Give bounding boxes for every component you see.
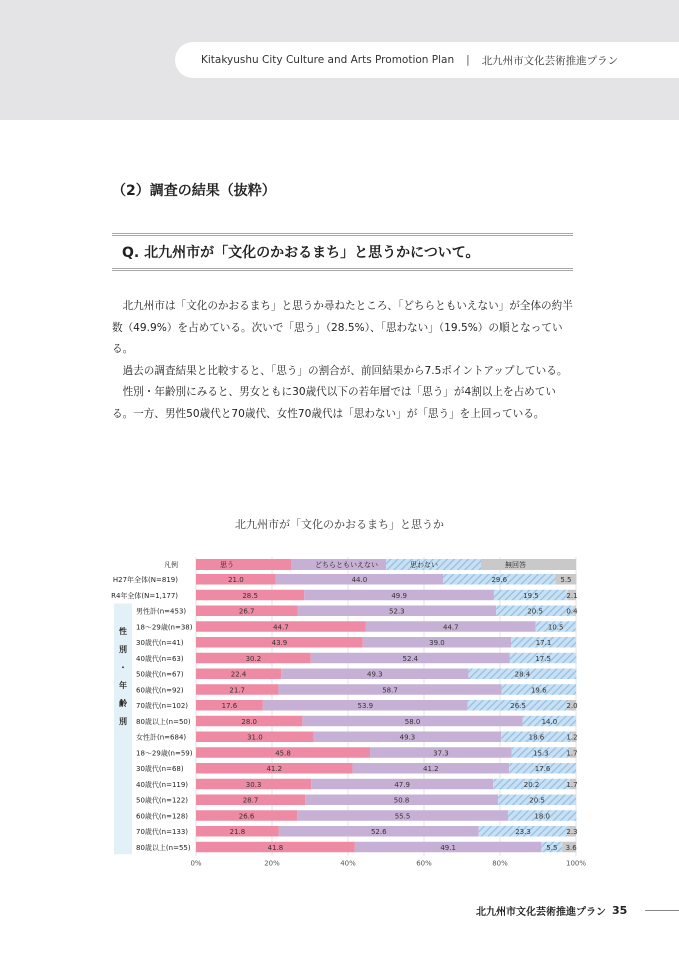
paragraph: 過去の調査結果と比較すると、「思う」の割合が、前回結果から7.5ポイントアップしている。 bbox=[122, 364, 568, 377]
data-label: 49.1 bbox=[440, 843, 456, 852]
paragraph: 北九州市は「文化のかおるまち」と思うか尋ねたところ、「どちらともいえない」が全体の約半数（49.9%）を占めている。次いで「思う」（28.5%）、「思わない」（19.5%）の順となっている。 bbox=[112, 300, 573, 356]
data-label: 2.0 bbox=[566, 702, 578, 710]
category-label: 18～29歳(n=38) bbox=[136, 623, 193, 632]
legend-entry: 無回答 bbox=[505, 561, 526, 569]
data-label: 21.7 bbox=[229, 686, 246, 695]
category-label: 80歳以上(n=55) bbox=[136, 843, 191, 852]
data-label: 44.0 bbox=[351, 576, 368, 584]
data-label: 17.1 bbox=[535, 639, 552, 647]
data-label: 28.5 bbox=[242, 591, 258, 600]
data-label: 26.7 bbox=[238, 607, 255, 616]
category-label: 70歳代(n=102) bbox=[136, 702, 189, 710]
category-label: R4年全体(N=1,177) bbox=[111, 591, 178, 600]
data-label: 21.8 bbox=[229, 828, 246, 836]
legend-entry: 思う bbox=[220, 561, 234, 569]
body-text bbox=[112, 296, 577, 426]
category-label: 60歳代(n=92) bbox=[136, 686, 184, 695]
legend-swatch bbox=[481, 559, 576, 570]
legend-label: 凡例 bbox=[164, 561, 178, 569]
category-label: 70歳代(n=133) bbox=[136, 828, 189, 836]
data-label: 0.4 bbox=[566, 607, 578, 616]
x-tick-label: 60% bbox=[416, 859, 432, 868]
x-tick-label: 100% bbox=[565, 859, 587, 868]
data-label: 1.2 bbox=[566, 733, 578, 742]
data-label: 10.5 bbox=[547, 623, 564, 632]
header-title-en: Kitakyushu City Culture and Arts Promotion Plan bbox=[201, 54, 455, 66]
x-tick-label: 40% bbox=[340, 859, 356, 868]
data-label: 28.4 bbox=[514, 670, 531, 679]
data-label: 21.0 bbox=[228, 576, 244, 584]
category-label: 50歳代(n=122) bbox=[136, 796, 189, 805]
data-label: 52.6 bbox=[370, 828, 387, 836]
data-label: 20.5 bbox=[529, 796, 545, 805]
data-label: 17.5 bbox=[535, 654, 551, 663]
data-label: 18.6 bbox=[528, 733, 545, 742]
data-label: 50.8 bbox=[393, 796, 410, 805]
data-label: 45.8 bbox=[275, 749, 291, 758]
data-label: 14.0 bbox=[541, 717, 558, 726]
category-label: H27年全体(N=819) bbox=[112, 576, 178, 584]
chart-title: 北九州市が「文化のかおるまち」と思うか bbox=[235, 518, 444, 531]
header-title-ja: 北九州市文化芸術推進プラン bbox=[481, 54, 619, 67]
data-label: 58.7 bbox=[382, 686, 398, 695]
data-label: 41.8 bbox=[267, 843, 284, 852]
data-label: 52.3 bbox=[389, 607, 405, 616]
stacked-bar-chart bbox=[100, 552, 600, 872]
data-label: 55.5 bbox=[394, 812, 411, 821]
legend-entry: どちらともいえない bbox=[315, 561, 378, 569]
page-number: 35 bbox=[612, 904, 628, 917]
data-label: 39.0 bbox=[429, 639, 445, 647]
data-label: 5.5 bbox=[546, 843, 558, 852]
data-label: 49.3 bbox=[399, 733, 416, 742]
category-label: 30歳代(n=41) bbox=[136, 639, 184, 647]
data-label: 15.3 bbox=[533, 749, 549, 758]
category-label: 40歳代(n=119) bbox=[136, 780, 189, 789]
data-label: 44.7 bbox=[273, 623, 289, 632]
data-label: 22.4 bbox=[230, 670, 247, 679]
category-label: 男性計(n=453) bbox=[136, 607, 187, 616]
data-label: 17.6 bbox=[534, 765, 551, 773]
data-label: 23.3 bbox=[515, 828, 531, 836]
data-label: 17.6 bbox=[221, 702, 238, 710]
header-separator: | bbox=[466, 54, 470, 66]
data-label: 26.5 bbox=[510, 702, 526, 710]
page-footer bbox=[476, 903, 627, 918]
legend-entry: 思わない bbox=[410, 561, 438, 569]
category-label: 40歳代(n=63) bbox=[136, 654, 184, 663]
data-label: 20.2 bbox=[523, 780, 540, 789]
section-title: （2）調査の結果（抜粋） bbox=[112, 183, 276, 199]
data-label: 41.2 bbox=[423, 765, 439, 773]
data-label: 41.2 bbox=[266, 765, 283, 773]
category-label: 18～29歳(n=59) bbox=[136, 749, 193, 758]
footer-label: 北九州市文化芸術推進プラン bbox=[476, 907, 606, 918]
data-label: 18.0 bbox=[534, 812, 550, 821]
data-label: 19.5 bbox=[523, 591, 539, 600]
question-box bbox=[112, 233, 573, 271]
data-label: 1.7 bbox=[566, 780, 578, 789]
data-label: 20.5 bbox=[527, 607, 543, 616]
x-tick-label: 0% bbox=[190, 859, 202, 868]
category-label: 80歳以上(n=50) bbox=[136, 717, 191, 726]
data-label: 26.6 bbox=[238, 812, 255, 821]
data-label: 2.1 bbox=[566, 591, 578, 600]
data-label: 29.6 bbox=[491, 576, 508, 584]
question-text: Q. 北九州市が「文化のかおるまち」と思うかについて。 bbox=[122, 245, 480, 261]
data-label: 43.9 bbox=[271, 639, 288, 647]
data-label: 47.9 bbox=[394, 780, 410, 789]
data-label: 30.2 bbox=[245, 654, 262, 663]
legend-swatch bbox=[196, 559, 291, 570]
data-label: 58.0 bbox=[404, 717, 421, 726]
category-label: 女性計(n=684) bbox=[136, 733, 187, 742]
data-label: 2.3 bbox=[566, 828, 578, 836]
data-label: 49.9 bbox=[391, 591, 407, 600]
x-tick-label: 20% bbox=[264, 859, 280, 868]
data-label: 1.7 bbox=[566, 749, 578, 758]
data-label: 53.9 bbox=[357, 702, 374, 710]
category-label: 60歳代(n=128) bbox=[136, 812, 189, 821]
group-label: 性別・年齢別 bbox=[118, 626, 128, 735]
running-header bbox=[175, 42, 679, 78]
data-label: 49.3 bbox=[366, 670, 383, 679]
data-label: 44.7 bbox=[442, 623, 459, 632]
category-label: 30歳代(n=68) bbox=[136, 765, 184, 773]
data-label: 31.0 bbox=[247, 733, 263, 742]
footer-rule bbox=[645, 910, 679, 911]
category-label: 50歳代(n=67) bbox=[136, 670, 184, 679]
x-tick-label: 80% bbox=[492, 859, 508, 868]
data-label: 3.6 bbox=[565, 843, 577, 852]
data-label: 19.6 bbox=[530, 686, 547, 695]
data-label: 37.3 bbox=[433, 749, 449, 758]
data-label: 30.3 bbox=[245, 780, 262, 789]
data-label: 28.7 bbox=[242, 796, 259, 805]
data-label: 28.0 bbox=[241, 717, 257, 726]
data-label: 5.5 bbox=[560, 576, 572, 584]
data-label: 52.4 bbox=[402, 654, 419, 663]
paragraph: 性別・年齢別にみると、男女ともに30歳代以下の若年層では「思う」が4割以上を占めている。一方、男性50歳代と70歳代、女性70歳代は「思わない」が「思う」を上回っている。 bbox=[112, 386, 556, 420]
